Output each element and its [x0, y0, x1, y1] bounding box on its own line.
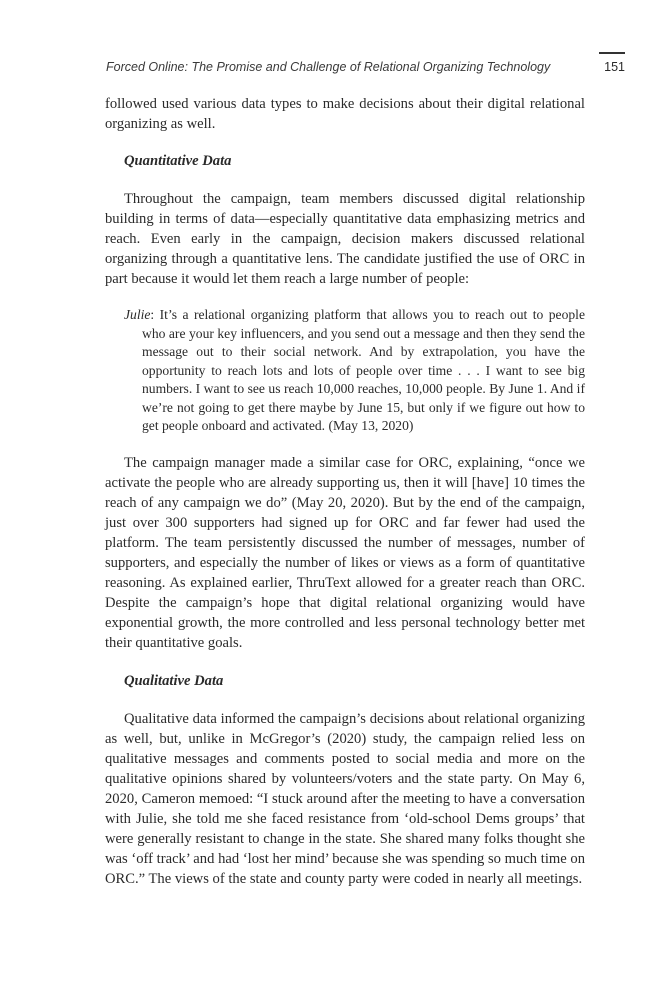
quantitative-paragraph: Throughout the campaign, team members discussed digital relationship building in terms of data—especially quantitative data emphasizing metrics and reach. Even early in the campaign, decision makers discussed relational organizing through a quantitative lens. The candidate justified the use of ORC in part because it would let them reach a large number of people: [105, 191, 585, 287]
section-heading-quantitative: Quantitative Data [124, 153, 232, 169]
page-number-rule [599, 52, 625, 54]
section-heading-qualitative: Qualitative Data [124, 672, 224, 689]
quote-speaker: Julie [124, 307, 151, 322]
campaign-manager-paragraph: The campaign manager made a similar case for ORC, explaining, “once we activate the people who are already supporting us, then it will [have] 10 times the reach of any campaign we do” (May 20, 2020). But by the end of the campaign, just over 300 supporters had signed up for ORC and far fewer had used the platform. The team persistently discussed the number of messages, number of supporters, and especially the number of likes or views as a form of quantitative reasoning. As explained earlier, ThruText allowed for a greater reach than ORC. Despite the campaign’s hope that digital relational organizing would have exponential growth, the more controlled and less personal technology better met their quantitative goals. [105, 454, 585, 651]
running-header [106, 60, 625, 82]
intro-paragraph: followed used various data types to make decisions about their digital relational organizing as well. [105, 96, 585, 132]
qualitative-paragraph: Qualitative data informed the campaign’s decisions about relational organizing as well, but, unlike in McGregor’s (2020) study, the campaign relied less on qualitative messages and comments posted to social media and more on the qualitative opinions shared by volunteers/voters and the state party. On May 6, 2020, Cameron memoed: “I stuck around after the meeting to have a conversation with Julie, she told me she faced resistance from ‘old-school Dems groups’ that were generally resistant to change in the state. She shared many folks thought she was ‘off track’ and had ‘lost her mind’ because she was spending so much time on ORC.” The views of the state and county party were coded in nearly all meetings. [105, 710, 585, 887]
page-body [105, 94, 585, 889]
running-title: Forced Online: The Promise and Challenge of Relational Organizing Technology [106, 60, 551, 74]
page-number: 151 [604, 60, 625, 74]
block-quote [124, 306, 585, 436]
quote-text: : It’s a relational organizing platform that allows you to reach out to people who are your key influencers, and you send out a message and then they send the message out to their social network. And by extrapolation, you have the opportunity to reach lots and lots of people over time . . . I want to see big numbers. I want to see us reach 10,000 reaches, 10,000 people. By June 1. And if we’re not going to get there maybe by June 15, but only if we figure out how to get people onboard and activated. (May 13, 2020) [142, 307, 585, 433]
